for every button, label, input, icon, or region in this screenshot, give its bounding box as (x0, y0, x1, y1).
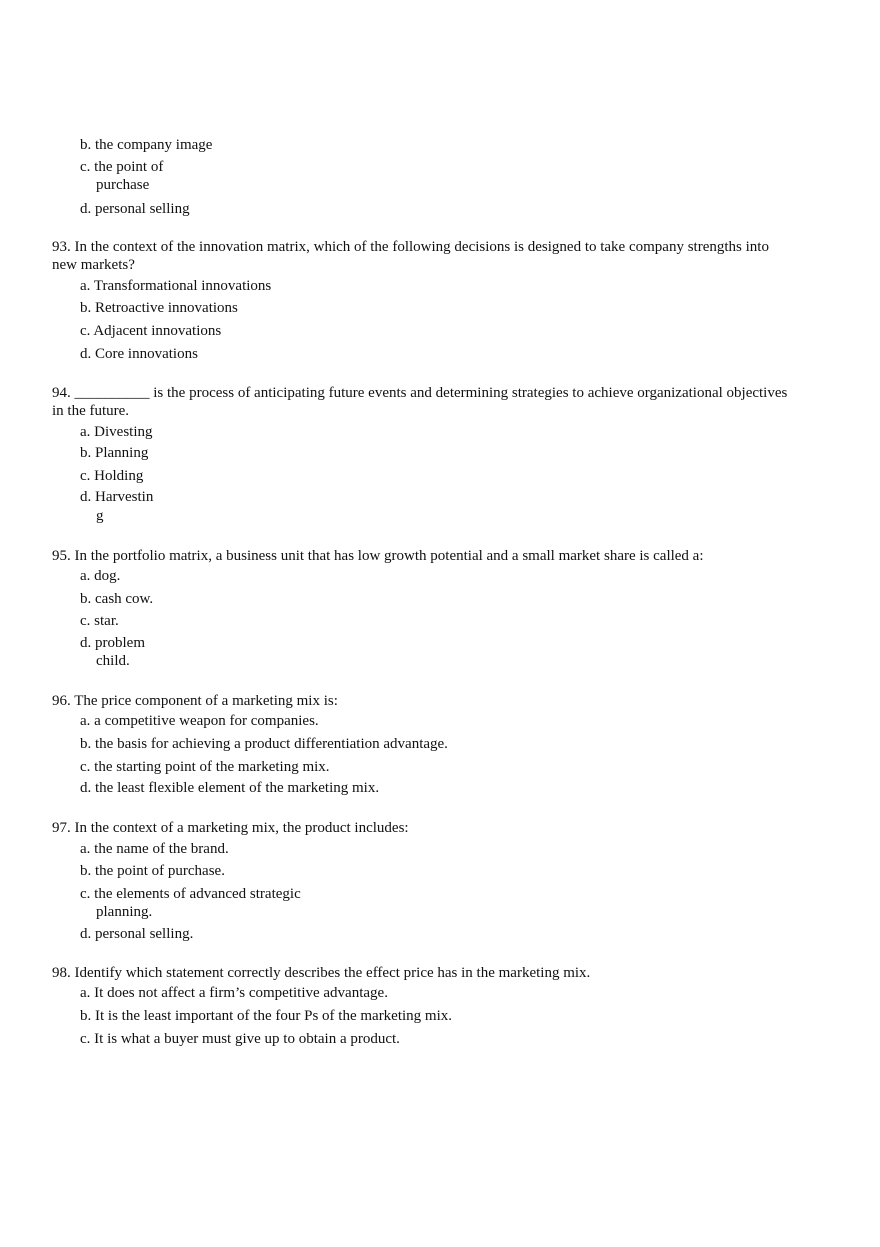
q97-option-c-cont: planning. (96, 904, 153, 920)
q96-option-a: a. a competitive weapon for companies. (80, 713, 319, 729)
q98-option-c: c. It is what a buyer must give up to obtain a product. (80, 1031, 400, 1047)
q94-stem: 94. __________ is the process of anticipating future events and determining strategies to achieve organizational objectives (52, 385, 788, 401)
q96-option-c: c. the starting point of the marketing mix. (80, 759, 330, 775)
q94-option-a: a. Divesting (80, 424, 153, 440)
q93-option-c: c. Adjacent innovations (80, 323, 222, 339)
q93-stem-cont: new markets? (52, 257, 135, 273)
q94-stem-cont: in the future. (52, 403, 130, 419)
q95-option-d-cont: child. (96, 653, 130, 669)
q96-option-d: d. the least flexible element of the marketing mix. (80, 780, 380, 796)
q96-stem: 96. The price component of a marketing mix is: (52, 693, 338, 709)
q92-option-d: d. personal selling (80, 201, 190, 217)
q95-option-c: c. star. (80, 613, 119, 629)
q98-option-a: a. It does not affect a firm’s competitive advantage. (80, 985, 388, 1001)
q96-option-b: b. the basis for achieving a product differentiation advantage. (80, 736, 448, 752)
q95-option-b: b. cash cow. (80, 591, 154, 607)
q94-option-d-cont: g (96, 508, 104, 524)
q92-option-b: b. the company image (80, 137, 213, 153)
q94-option-d: d. Harvestin (80, 489, 154, 505)
q93-stem: 93. In the context of the innovation matrix, which of the following decisions is designed to take company strengths into (52, 239, 769, 255)
q97-option-d: d. personal selling. (80, 926, 194, 942)
q97-option-c: c. the elements of advanced strategic (80, 886, 301, 902)
q97-option-b: b. the point of purchase. (80, 863, 225, 879)
q92-option-c: c. the point of (80, 159, 164, 175)
q93-option-d: d. Core innovations (80, 346, 198, 362)
q97-option-a: a. the name of the brand. (80, 841, 229, 857)
q92-option-c-cont: purchase (96, 177, 150, 193)
q97-stem: 97. In the context of a marketing mix, the product includes: (52, 820, 409, 836)
q95-option-a: a. dog. (80, 568, 121, 584)
q93-option-b: b. Retroactive innovations (80, 300, 238, 316)
q95-option-d: d. problem (80, 635, 145, 651)
q93-option-a: a. Transformational innovations (80, 278, 272, 294)
q98-option-b: b. It is the least important of the four Ps of the marketing mix. (80, 1008, 453, 1024)
q94-option-b: b. Planning (80, 445, 149, 461)
q95-stem: 95. In the portfolio matrix, a business unit that has low growth potential and a small market share is called a: (52, 548, 704, 564)
q94-option-c: c. Holding (80, 468, 144, 484)
q98-stem: 98. Identify which statement correctly describes the effect price has in the marketing mix. (52, 965, 591, 981)
